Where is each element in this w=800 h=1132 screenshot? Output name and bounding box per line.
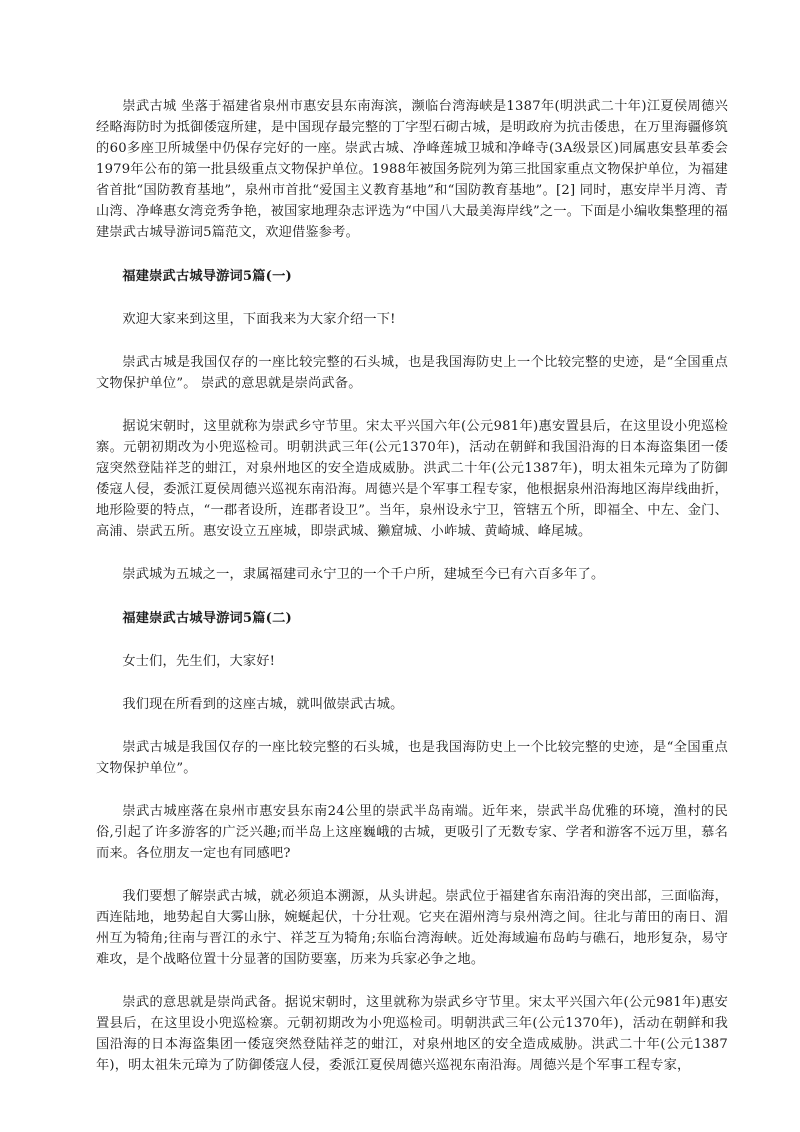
section-2-paragraph-4: 崇武古城座落在泉州市惠安县东南24公里的崇武半岛南端。近年来，崇武半岛优雅的环境，渔村的民俗,引起了许多游客的广泛兴趣;而半岛上这座巍峨的古城，更吸引了无数专家、学者和游客不远万里，慕名而来。各位朋友一定也有同感吧? (96, 804, 728, 861)
section-2-paragraph-3: 崇武古城是我国仅存的一座比较完整的石头城，也是我国海防史上一个比较完整的史迹，是“全国重点文物保护单位”。 (96, 740, 728, 776)
section-1-heading: 福建崇武古城导游词5篇(一) (122, 269, 292, 284)
section-2-paragraph-2: 我们现在所看到的这座古城，就叫做崇武古城。 (122, 697, 404, 712)
intro-paragraph: 崇武古城 坐落于福建省泉州市惠安县东南海滨，濒临台湾海峡是1387年(明洪武二十年)江夏侯周德兴经略海防时为抵御倭寇所建，是中国现存最完整的丁字型石砌古城，是明政府为抗击倭患，在万里海疆修筑的60多座卫所城堡中仍保存完好的一座。崇武古城、净峰莲城卫城和净峰寺(3A级景区)同属惠安县革委会1979年公布的第一批县级重点文物保护单位。1988年被国务院列为第三批国家重点文物保护单位，为福建省首批“国防教育基地”，泉州市首批“爱国主义教育基地”和“国防教育基地”。[2] 同时，惠安岸半月湾、青山湾、净峰惠女湾竞秀争艳，被国家地理杂志评选为“中国八大最美海岸线”之一。下面是小编收集整理的福建崇武古城导游词5篇范文，欢迎借鉴参考。 (96, 99, 728, 240)
section-2-paragraph-5: 我们要想了解崇武古城，就必须追本溯源，从头讲起。崇武位于福建省东南沿海的突出部，三面临海，西连陆地，地势起自大雾山脉，婉蜒起伏，十分壮观。它夹在湄州湾与泉州湾之间。往北与莆田的南日、湄州互为犄角;往南与晋江的永宁、祥芝互为犄角;东临台湾海峡。近处海域遍布岛屿与礁石，地形复杂，易守难攻，是个战略位置十分显著的国防要塞，历来为兵家必争之地。 (96, 889, 728, 967)
section-1-paragraph-1: 欢迎大家来到这里，下面我来为大家介绍一下! (122, 312, 396, 327)
section-1-paragraph-4: 崇武城为五城之一，隶属福建司永宁卫的一个千户所，建城至今已有六百多年了。 (122, 567, 605, 582)
section-2-paragraph-1: 女士们，先生们，大家好! (122, 654, 276, 669)
section-2-paragraph-6: 崇武的意思就是崇尚武备。据说宋朝时，这里就称为崇武乡守节里。宋太平兴国六年(公元981年)惠安置县后，在这里设小兜巡检寨。元朝初期改为小兜巡检司。明朝洪武三年(公元1370年)，活动在朝鲜和我国沿海的日本海盗集团一倭寇突然登陆祥芝的蚶江，对泉州地区的安全造成威胁。洪武二十年(公元1387年)，明太祖朱元璋为了防御倭寇人侵，委派江夏侯周德兴巡视东南沿海。周德兴是个军事工程专家， (96, 995, 728, 1073)
section-1-paragraph-2: 崇武古城是我国仅存的一座比较完整的石头城，也是我国海防史上一个比较完整的史迹，是“全国重点文物保护单位”。 崇武的意思就是崇尚武备。 (96, 355, 728, 391)
document-page (96, 96, 728, 1076)
section-1-paragraph-3: 据说宋朝时，这里就称为崇武乡守节里。宋太平兴国六年(公元981年)惠安置县后，在这里设小兜巡检寨。元朝初期改为小兜巡检司。明朝洪武三年(公元1370年)，活动在朝鲜和我国沿海的日本海盗集团一倭寇突然登陆祥芝的蚶江，对泉州地区的安全造成威胁。洪武二十年(公元1387年)，明太祖朱元璋为了防御倭寇人侵，委派江夏侯周德兴巡视东南沿海。周德兴是个军事工程专家，他根据泉州沿海地区海岸线曲折，地形险要的特点，“一郡者设所，连郡者设卫”。当年，泉州设永宁卫，管辖五个所，即福全、中左、金门、高浦、崇武五所。惠安设立五座城，即崇武城、獭窟城、小岞城、黄崎城、峰尾城。 (96, 419, 728, 539)
section-2-heading: 福建崇武古城导游词5篇(二) (122, 611, 292, 626)
